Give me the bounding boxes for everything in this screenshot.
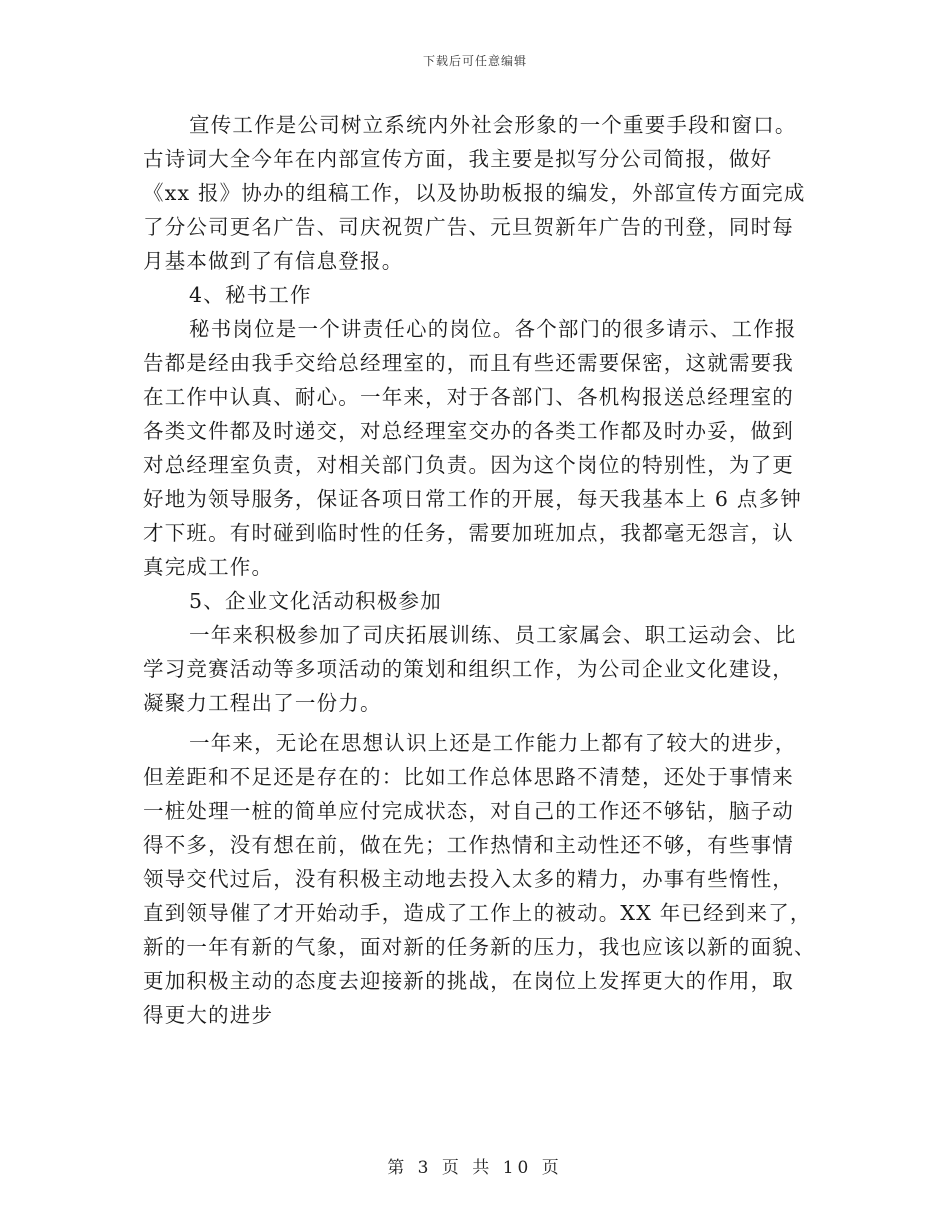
- text-line: 更加积极主动的态度去迎接新的挑战，在岗位上发挥更大的作用，取: [143, 969, 794, 993]
- text-line: 学习竞赛活动等多项活动的策划和组织工作，为公司企业文化建设，: [143, 657, 794, 681]
- text-line: 直到领导催了才开始动手，造成了工作上的被动。XX 年已经到来了，: [143, 901, 812, 925]
- section-heading: 5、企业文化活动积极参加: [189, 589, 442, 613]
- text-line: 《xx 报》协办的组稿工作，以及协助板报的编发，外部宣传方面完成: [143, 181, 806, 205]
- text-line: 真完成工作。: [143, 555, 274, 579]
- text-line: 对总经理室负责，对相关部门负责。因为这个岗位的特别性，为了更: [143, 453, 794, 477]
- text-line: 秘书岗位是一个讲责任心的岗位。各个部门的很多请示、工作报: [189, 317, 797, 341]
- text-line: 新的一年有新的气象，面对新的任务新的压力，我也应该以新的面貌、: [143, 935, 816, 959]
- text-line: 了分公司更名广告、司庆祝贺广告、元旦贺新年广告的刊登，同时每: [143, 215, 794, 239]
- section-heading: 4、秘书工作: [189, 283, 312, 307]
- page-number: 第 3 页 共 10 页: [387, 1158, 563, 1178]
- text-line: 古诗词大全今年在内部宣传方面，我主要是拟写分公司简报，做好: [143, 147, 773, 171]
- text-line: 才下班。有时碰到临时性的任务，需要加班加点，我都毫无怨言，认: [143, 521, 794, 545]
- text-line: 宣传工作是公司树立系统内外社会形象的一个重要手段和窗口。: [189, 113, 797, 137]
- text-line: 告都是经由我手交给总经理室的，而且有些还需要保密，这就需要我: [143, 351, 794, 375]
- text-line: 一桩处理一桩的简单应付完成状态，对自己的工作还不够钻，脑子动: [143, 799, 794, 823]
- text-line: 得不多，没有想在前，做在先；工作热情和主动性还不够，有些事情: [143, 833, 794, 857]
- text-line: 凝聚力工程出了一份力。: [143, 691, 382, 715]
- text-line: 一年来积极参加了司庆拓展训练、员工家属会、职工运动会、比: [189, 623, 797, 647]
- text-line: 领导交代过后，没有积极主动地去投入太多的精力，办事有些惰性，: [143, 867, 794, 891]
- text-line: 月基本做到了有信息登报。: [143, 249, 404, 273]
- document-body: [143, 108, 816, 1032]
- text-line: 但差距和不足还是存在的：比如工作总体思路不清楚，还处于事情来: [143, 765, 794, 789]
- text-line: 各类文件都及时递交，对总经理室交办的各类工作都及时办妥，做到: [143, 419, 794, 443]
- text-line: 一年来，无论在思想认识上还是工作能力上都有了较大的进步，: [189, 731, 797, 755]
- page-header: 下载后可任意编辑: [422, 54, 527, 68]
- text-line: 在工作中认真、耐心。一年来，对于各部门、各机构报送总经理室的: [143, 385, 794, 409]
- text-line: 得更大的进步: [143, 1003, 274, 1027]
- text-line: 好地为领导服务，保证各项日常工作的开展，每天我基本上 6 点多钟: [143, 487, 802, 511]
